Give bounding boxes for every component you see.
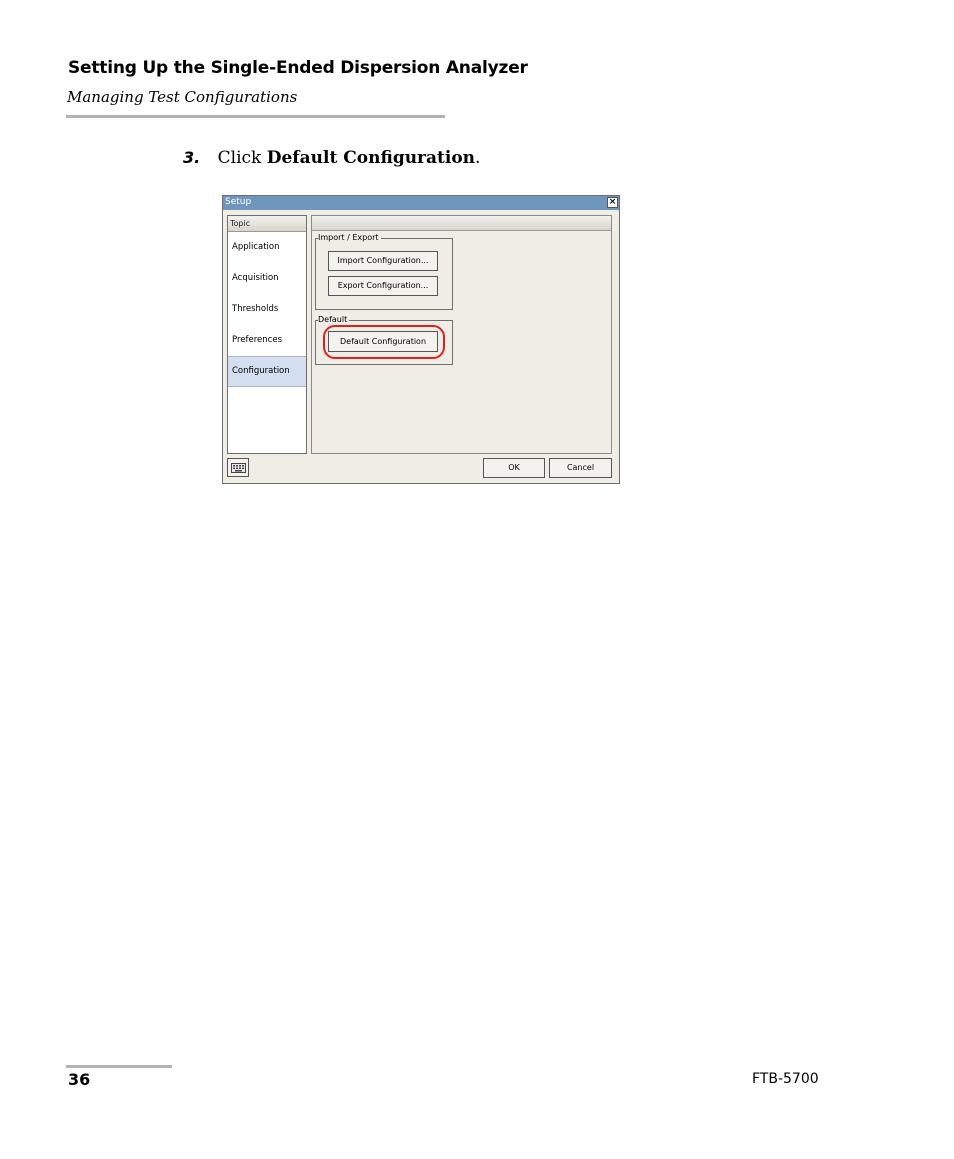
topic-item-preferences[interactable]: Preferences — [232, 335, 282, 345]
chapter-title: Setting Up the Single-Ended Dispersion Analyzer — [68, 58, 528, 78]
product-name: FTB-5700 — [752, 1071, 819, 1087]
step-target: Default Configuration — [266, 148, 476, 168]
step-number: 3. — [183, 148, 201, 167]
dialog-title: Setup — [225, 197, 252, 207]
topic-header: Topic — [228, 216, 306, 232]
content-panel — [311, 215, 612, 454]
topic-item-acquisition[interactable]: Acquisition — [232, 273, 279, 283]
topic-item-thresholds[interactable]: Thresholds — [232, 304, 279, 314]
setup-dialog — [222, 195, 620, 484]
close-button[interactable] — [607, 197, 618, 208]
ok-button[interactable]: OK — [483, 458, 545, 478]
keyboard-icon — [231, 463, 246, 473]
default-group-label: Default — [318, 315, 348, 324]
default-group — [315, 315, 453, 365]
step-text: Click — [217, 148, 262, 168]
import-export-group — [315, 233, 453, 310]
close-icon: × — [608, 197, 617, 207]
step-instruction — [183, 148, 480, 168]
cancel-button[interactable]: Cancel — [549, 458, 612, 478]
topic-item-configuration[interactable]: Configuration — [228, 356, 306, 387]
keyboard-button[interactable] — [227, 458, 249, 477]
dialog-titlebar — [223, 196, 619, 210]
export-configuration-button[interactable]: Export Configuration... — [328, 276, 438, 296]
import-export-label: Import / Export — [318, 233, 379, 242]
footer-rule — [66, 1065, 172, 1068]
header-rule — [66, 115, 445, 118]
step-suffix: . — [475, 148, 481, 168]
page-number: 36 — [68, 1070, 91, 1089]
content-header — [312, 216, 611, 231]
topic-panel — [227, 215, 307, 454]
import-configuration-button[interactable]: Import Configuration... — [328, 251, 438, 271]
section-title: Managing Test Configurations — [67, 88, 298, 106]
topic-item-application[interactable]: Application — [232, 242, 280, 252]
default-configuration-button[interactable]: Default Configuration — [328, 331, 438, 352]
